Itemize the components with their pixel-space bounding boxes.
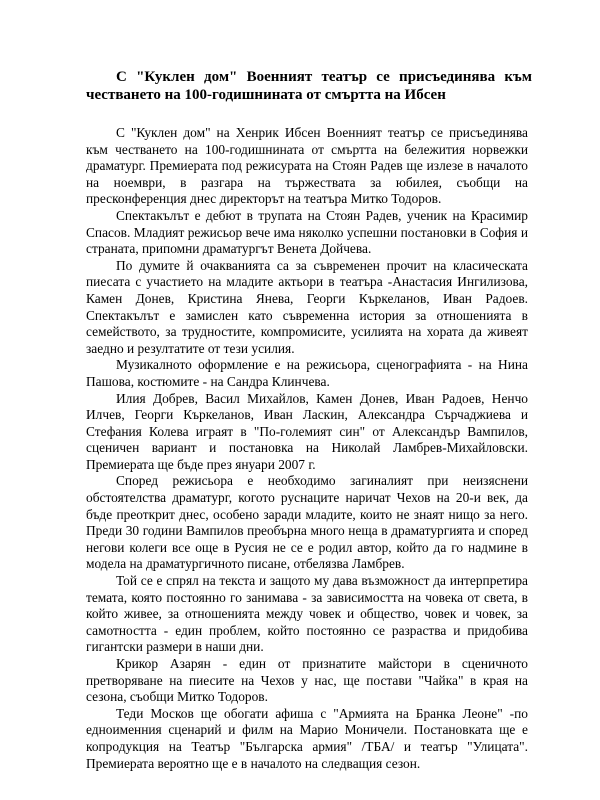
article-body bbox=[86, 125, 528, 772]
paragraph-4: Музикалното оформление е на режисьора, сценографията - на Нина Пашова, костюмите - на Сандра Клинчева. bbox=[86, 357, 528, 389]
paragraph-1: С "Куклен дом" на Хенрик Ибсен Военният театър се присъединява към честването на 100-годишнината от смъртта на бележития норвежки драматург. Премиерата под режисурата на Стоян Радев ще излезе в началото на ноември, в разгара на тържествата за юбилея, съобщи на пресконференция днес директорът на театъра Митко Тодоров. bbox=[86, 125, 528, 207]
paragraph-2: Спектакълът е дебют в трупата на Стоян Радев, ученик на Красимир Спасов. Младият режисьор вече има няколко успешни постановки в София и страната, припомни драматургът Венета Дойчева. bbox=[86, 207, 528, 257]
article-title: С "Куклен дом" Военният театър се присъединява към честването на 100-годишнината от смъртта на Ибсен bbox=[86, 69, 532, 103]
paragraph-9: Теди Москов ще обогати афиша с "Армията на Бранка Леоне" -по едноименния сценарий и филм на Марио Моничели. Постановката ще е копродукция на Театър "Българска армия" /ТБА/ и театър "Улицата". Премиерата вероятно ще е в началото на следващия сезон. bbox=[86, 705, 528, 771]
paragraph-6: Според режисьора е необходимо загиналият при неизяснени обстоятелства драматург, когото руснаците наричат Чехов на 20-и век, да бъде преоткрит днес, особено заради младите, които не знаят нищо за него. Преди 30 години Вампилов преобърна много неща в драматургията и според негови колеги все още в Русия не се е родил автор, който да го надмине в модела на драматургичното писане, отбелязва Ламбрев. bbox=[86, 473, 528, 572]
paragraph-3: По думите й очакванията са за съвременен прочит на класическата пиесата с участието на младите актьори в театъра -Анастасия Ингилизова, Камен Донев, Кристина Янева, Георги Къркеланов, Иван Радоев. Спектакълът е замислен като съвременна история за отношенията в семейството, за трудностите, компромисите, усилията на хората да живеят заедно и резултатите от тези усилия. bbox=[86, 257, 528, 356]
paragraph-7: Той се е спрял на текста и защото му дава възможност да интерпретира темата, която постоянно го занимава - за зависимостта на човека от света, в който живее, за отношенията между човек и общество, човек и човек, за самотността - един проблем, който постоянно се разраства и придобива гигантски размери в наши дни. bbox=[86, 573, 528, 655]
paragraph-5: Илия Добрев, Васил Михайлов, Камен Донев, Иван Радоев, Ненчо Илчев, Георги Къркеланов, Иван Ласкин, Александра Сърчаджиева и Стефания Колева играят в "По-големият син" от Александър Вампилов, сценичен вариант и постановка на Николай Ламбрев-Михайловски. Премиерата ще бъде през януари 2007 г. bbox=[86, 390, 528, 472]
paragraph-8: Крикор Азарян - един от признатите майстори в сценичното претворяване на пиесите на Чехов у нас, ще постави "Чайка" в края на сезона, съобщи Митко Тодоров. bbox=[86, 656, 528, 705]
